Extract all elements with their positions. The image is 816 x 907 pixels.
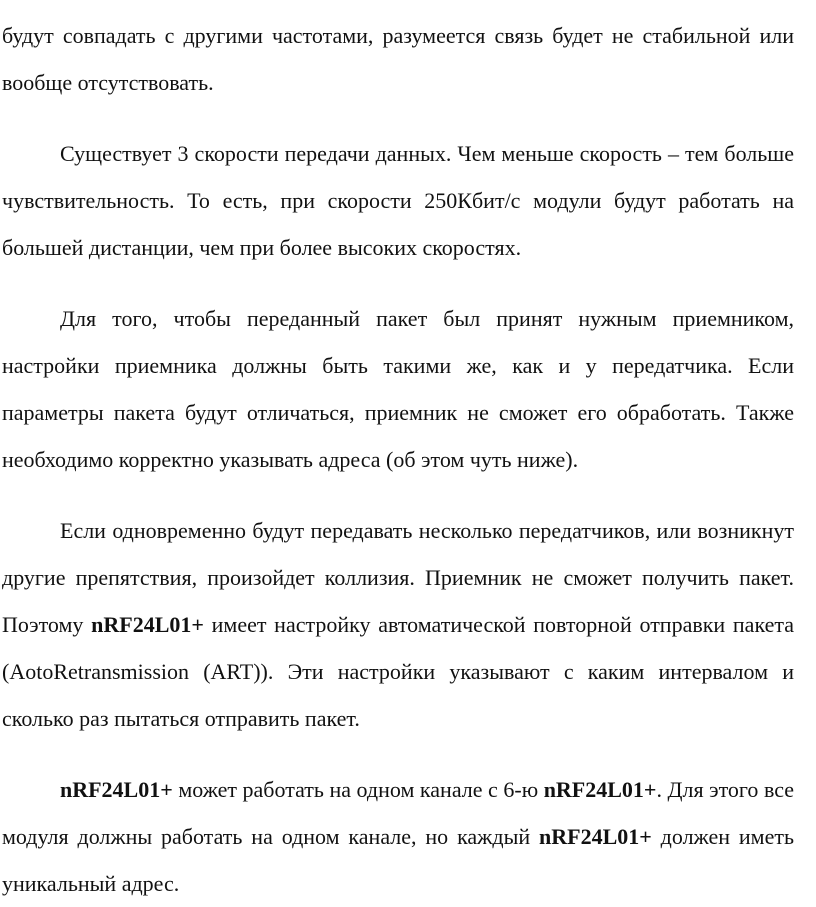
paragraph-2: Существует 3 скорости передачи данных. Чем меньше скорость – тем больше чувствительность. То есть, при скорости 250Кбит/с модули будут работать на большей дистанции, чем при более высоких скоростях. <box>2 141 794 260</box>
paragraph-3: Для того, чтобы переданный пакет был принят нужным приемником, настройки приемника должны быть такими же, как и у передатчика. Если параметры пакета будут отличаться, приемник не сможет его обработать. Также необходимо корректно указывать адреса (об этом чуть ниже). <box>2 306 794 472</box>
paragraph-5-term-2: nRF24L01+ <box>543 777 657 802</box>
document-page <box>2 12 794 907</box>
paragraph-5-term-1: nRF24L01+ <box>60 777 173 802</box>
paragraph-4-term-nrf24l01: nRF24L01+ <box>91 612 204 637</box>
paragraph-5-term-3: nRF24L01+ <box>539 824 652 849</box>
paragraph-5 <box>2 766 794 907</box>
paragraph-5-text-1: может работать на одном канале с 6-ю <box>172 777 544 802</box>
paragraph-4-text-2: имеет настройку автоматической повторной отправки пакета (AotoRetransmission (ART)). Эти настройки указывают с каким интервалом и сколько раз пытаться отправить пакет. <box>2 612 794 731</box>
paragraph-4-text-1: Если одновременно будут передавать несколько передатчиков, или возникнут другие препятствия, произойдет коллизия. Приемник не сможет получить пакет. Поэтому <box>2 518 794 637</box>
paragraph-5-text-3: должен иметь уникальный адрес. <box>2 824 794 896</box>
paragraph-1: будут совпадать с другими частотами, разумеется связь будет не стабильной или вообще отсутствовать. <box>2 23 794 95</box>
paragraph-4 <box>2 507 794 742</box>
paragraph-5-text-2: . Для этого все модуля должны работать на одном канале, но каждый <box>2 777 794 849</box>
